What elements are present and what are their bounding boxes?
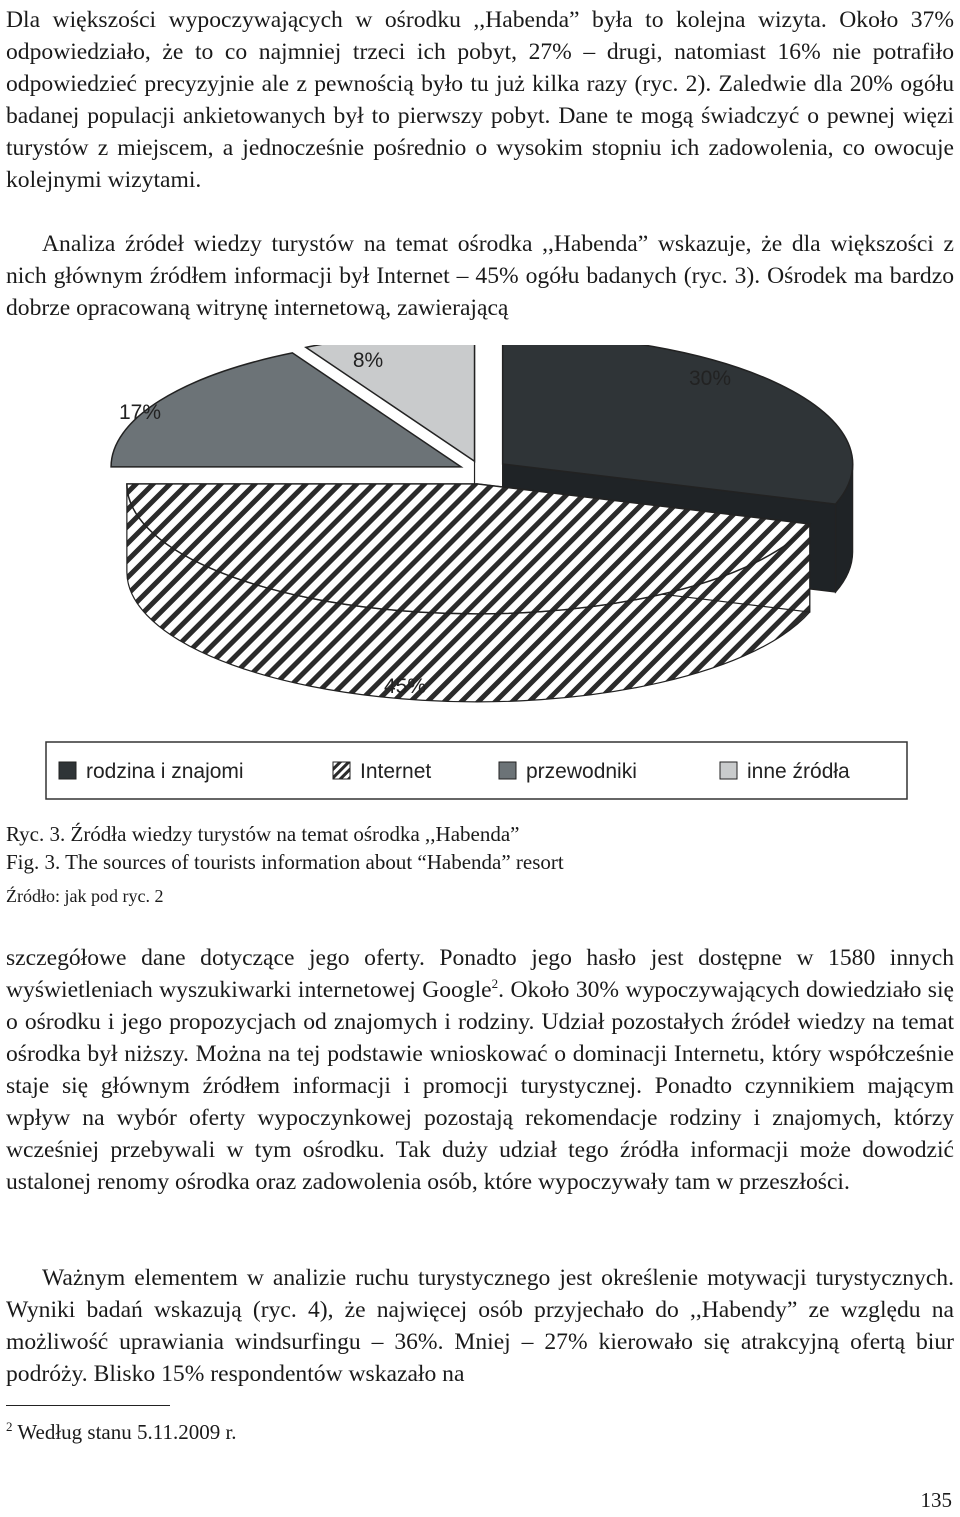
footnote-number: 2 [6, 1419, 13, 1434]
paragraph-visits: Dla większości wypoczywających w ośrodku ,,Habenda” była to kolejna wizyta. Około 37% odpowiedziało, że to co najmniej trzeci ich pobyt, 27% – drugi, natomiast 16% nie potrafiło odpowiedzieć precyzyjnie ale z pewnością było tu już kilka razy (ryc. 2). Zaledwie dla 20% ogółu badanej populacji ankietowanych był to pierwszy pobyt. Dane te mogą świadczyć o pewnej więzi turystów z miejscem, a jednocześnie pośrednio o wysokim stopniu ich zadowolenia, co owocuje kolejnymi wizytami. [6, 7, 954, 193]
figure-caption-pl: Ryc. 3. Źródła wiedzy turystów na temat ośrodka ,,Habenda” [6, 822, 520, 846]
legend-swatch-rodzina-i-znajomi [59, 762, 76, 779]
footnote [6, 1418, 237, 1446]
chart-legend [46, 742, 907, 799]
data-label-rodzina-i-znajomi: 30% [688, 367, 732, 390]
paragraph-internet-part-1: szczegółowe dane dotyczące jego oferty. Ponadto jego hasło jest dostępne w 1580 innych wyświetleniach wyszukiwarki internetowej Google [6, 945, 954, 1003]
page-number: 135 [920, 1488, 952, 1512]
figure-source: Źródło: jak pod ryc. 2 [6, 886, 164, 906]
footnote-ref[interactable]: 2 [491, 976, 499, 992]
data-label-internet: 45% [383, 675, 427, 698]
footnote-divider [6, 1405, 170, 1406]
paragraph-motivation: Ważnym elementem w analizie ruchu turystycznego jest określenie motywacji turystycznych. Wyniki badań wskazują (ryc. 4), że najwięcej osób przyjechało do ,,Habendy” ze względu na możliwość uprawiania windsurfingu – 36%. Mniej – 27% kierowało się atrakcyjną ofertą biur podróży. Blisko 15% respondentów wskazało na [6, 1265, 954, 1387]
legend-swatch-internet [333, 762, 350, 779]
paragraph-info-sources: Analiza źródeł wiedzy turystów na temat ośrodka ,,Habenda” wskazuje, że dla większości z nich głównym źródłem informacji był Internet – 45% ogółu badanych (ryc. 3). Ośrodek ma bardzo dobrze opracowaną witrynę internetową, zawierającą [6, 231, 954, 321]
pie-chart [0, 345, 960, 810]
footnote-text: Według stanu 5.11.2009 r. [12, 1420, 237, 1444]
legend-swatch-inne-r-d-a [720, 762, 737, 779]
legend-label-inne-r-d-a: inne źródła [747, 760, 850, 783]
legend-label-przewodniki: przewodniki [526, 760, 637, 783]
figure-caption-en: Fig. 3. The sources of tourists information about “Habenda” resort [6, 850, 564, 874]
paragraph-internet [6, 942, 954, 1198]
data-label-przewodniki: 17% [118, 401, 162, 424]
paragraph-internet-part-2: . Około 30% wypoczywających dowiedziało się o ośrodku i jego propozycjach od znajomych i rodziny. Udział pozostałych źródeł wiedzy na temat ośrodka był niższy. Można na tej podstawie wnioskować o dominacji Internetu, który współcześnie staje się głównym źródłem informacji i promocji turystycznej. Ponadto czynnikiem mającym wpływ na wybór oferty wypoczynkowej pozostają rekomendacje rodziny i znajomych, którzy wcześniej przebywali w tym ośrodku. Tak duży udział tego źródła informacji może dowodzić ustalonej renomy ośrodka oraz zadowolenia osób, które wypoczywały tam w przeszłości. [6, 977, 954, 1195]
legend-swatch-przewodniki [499, 762, 516, 779]
pie-chart-figure [0, 345, 960, 810]
legend-label-internet: Internet [360, 760, 432, 783]
legend-label-rodzina-i-znajomi: rodzina i znajomi [86, 760, 244, 783]
data-label-inne-r-d-a: 8% [352, 349, 384, 372]
